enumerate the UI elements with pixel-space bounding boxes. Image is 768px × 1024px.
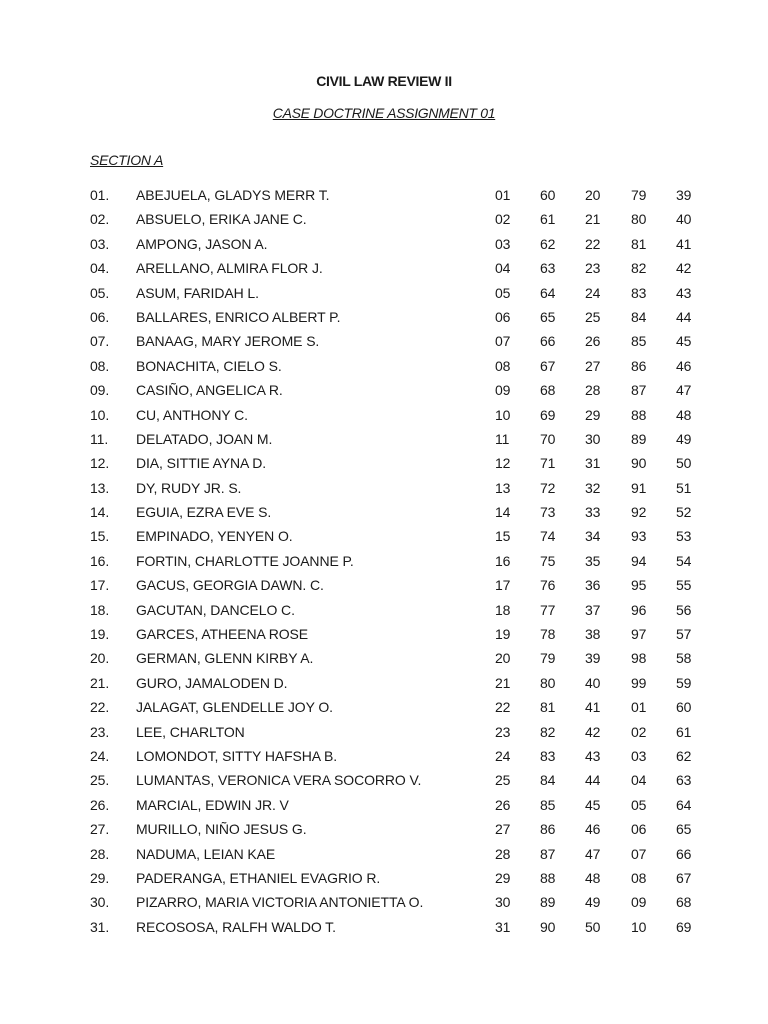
table-row <box>0 842 768 866</box>
case-number: 24 <box>495 747 511 764</box>
row-number: 12. <box>90 455 110 472</box>
case-number: 23 <box>585 260 601 277</box>
case-number: 10 <box>495 406 511 423</box>
row-number: 27. <box>90 821 110 838</box>
student-name: EGUIA, EZRA EVE S. <box>136 504 272 521</box>
case-number: 50 <box>585 918 601 935</box>
case-number: 85 <box>540 796 556 813</box>
row-number: 19. <box>90 626 110 643</box>
student-name: CU, ANTHONY C. <box>136 406 248 423</box>
case-number: 93 <box>631 528 647 545</box>
table-row <box>0 232 768 256</box>
student-name: MURILLO, NIÑO JESUS G. <box>136 821 307 838</box>
case-number: 06 <box>631 821 647 838</box>
student-name: BALLARES, ENRICO ALBERT P. <box>136 308 341 325</box>
row-number: 21. <box>90 674 110 691</box>
table-row <box>0 598 768 622</box>
case-number: 18 <box>495 601 511 618</box>
case-number: 66 <box>540 333 556 350</box>
table-row <box>0 890 768 914</box>
case-number: 12 <box>495 455 511 472</box>
case-number: 36 <box>585 577 601 594</box>
row-number: 02. <box>90 211 110 228</box>
case-number: 89 <box>540 894 556 911</box>
table-row <box>0 207 768 231</box>
student-name: CASIÑO, ANGELICA R. <box>136 382 283 399</box>
row-number: 09. <box>90 382 110 399</box>
case-number: 59 <box>676 674 692 691</box>
row-number: 06. <box>90 308 110 325</box>
case-number: 61 <box>676 723 692 740</box>
row-number: 22. <box>90 699 110 716</box>
case-number: 48 <box>676 406 692 423</box>
case-number: 69 <box>540 406 556 423</box>
case-number: 29 <box>495 869 511 886</box>
row-number: 25. <box>90 772 110 789</box>
table-row <box>0 427 768 451</box>
row-number: 11. <box>90 430 109 447</box>
case-number: 09 <box>631 894 647 911</box>
student-name: DELATADO, JOAN M. <box>136 430 273 447</box>
case-number: 30 <box>495 894 511 911</box>
case-number: 91 <box>631 479 647 496</box>
row-number: 28. <box>90 845 110 862</box>
case-number: 56 <box>676 601 692 618</box>
case-number: 46 <box>585 821 601 838</box>
case-number: 53 <box>676 528 692 545</box>
case-number: 62 <box>676 747 692 764</box>
case-number: 80 <box>631 211 647 228</box>
case-number: 85 <box>631 333 647 350</box>
case-number: 07 <box>631 845 647 862</box>
case-number: 07 <box>495 333 511 350</box>
case-number: 74 <box>540 528 556 545</box>
case-number: 40 <box>585 674 601 691</box>
case-number: 22 <box>495 699 511 716</box>
case-number: 29 <box>585 406 601 423</box>
case-number: 08 <box>495 357 511 374</box>
case-number: 67 <box>676 869 692 886</box>
case-number: 83 <box>631 284 647 301</box>
case-number: 34 <box>585 528 601 545</box>
row-number: 18. <box>90 601 110 618</box>
case-number: 75 <box>540 552 556 569</box>
case-number: 49 <box>585 894 601 911</box>
case-number: 68 <box>540 382 556 399</box>
row-number: 17. <box>90 577 110 594</box>
case-number: 35 <box>585 552 601 569</box>
case-number: 90 <box>631 455 647 472</box>
student-roster <box>0 183 768 939</box>
case-number: 80 <box>540 674 556 691</box>
case-number: 79 <box>540 650 556 667</box>
case-number: 04 <box>631 772 647 789</box>
case-number: 64 <box>676 796 692 813</box>
table-row <box>0 403 768 427</box>
case-number: 25 <box>585 308 601 325</box>
case-number: 95 <box>631 577 647 594</box>
case-number: 33 <box>585 504 601 521</box>
case-number: 54 <box>676 552 692 569</box>
row-number: 05. <box>90 284 110 301</box>
case-number: 20 <box>585 187 601 203</box>
case-number: 90 <box>540 918 556 935</box>
row-number: 16. <box>90 552 110 569</box>
case-number: 62 <box>540 235 556 252</box>
case-number: 43 <box>676 284 692 301</box>
case-number: 55 <box>676 577 692 594</box>
student-name: JALAGAT, GLENDELLE JOY O. <box>136 699 333 716</box>
case-number: 66 <box>676 845 692 862</box>
case-number: 02 <box>495 211 511 228</box>
table-row <box>0 720 768 744</box>
case-number: 65 <box>540 308 556 325</box>
table-row <box>0 451 768 475</box>
case-number: 13 <box>495 479 511 496</box>
case-number: 03 <box>631 747 647 764</box>
case-number: 42 <box>585 723 601 740</box>
case-number: 81 <box>631 235 647 252</box>
table-row <box>0 305 768 329</box>
case-number: 45 <box>676 333 692 350</box>
student-name: ARELLANO, ALMIRA FLOR J. <box>136 260 323 277</box>
student-name: PIZARRO, MARIA VICTORIA ANTONIETTA O. <box>136 894 424 911</box>
row-number: 23. <box>90 723 110 740</box>
table-row <box>0 476 768 500</box>
case-number: 99 <box>631 674 647 691</box>
table-row <box>0 915 768 939</box>
table-row <box>0 256 768 280</box>
case-number: 01 <box>495 187 511 203</box>
row-number: 30. <box>90 894 110 911</box>
case-number: 22 <box>585 235 601 252</box>
case-number: 57 <box>676 626 692 643</box>
case-number: 77 <box>540 601 556 618</box>
case-number: 39 <box>585 650 601 667</box>
case-number: 43 <box>585 747 601 764</box>
case-number: 26 <box>585 333 601 350</box>
table-row <box>0 744 768 768</box>
case-number: 41 <box>585 699 601 716</box>
student-name: BONACHITA, CIELO S. <box>136 357 282 374</box>
row-number: 08. <box>90 357 110 374</box>
case-number: 60 <box>676 699 692 716</box>
row-number: 10. <box>90 406 110 423</box>
case-number: 48 <box>585 869 601 886</box>
case-number: 88 <box>631 406 647 423</box>
student-name: GACUTAN, DANCELO C. <box>136 601 295 618</box>
table-row <box>0 549 768 573</box>
case-number: 87 <box>631 382 647 399</box>
student-name: MARCIAL, EDWIN JR. V <box>136 796 289 813</box>
case-number: 40 <box>676 211 692 228</box>
case-number: 69 <box>676 918 692 935</box>
case-number: 41 <box>676 235 692 252</box>
case-number: 27 <box>495 821 511 838</box>
row-number: 31. <box>90 918 110 935</box>
table-row <box>0 817 768 841</box>
case-number: 68 <box>676 894 692 911</box>
table-row <box>0 378 768 402</box>
case-number: 64 <box>540 284 556 301</box>
table-row <box>0 622 768 646</box>
case-number: 46 <box>676 357 692 374</box>
case-number: 26 <box>495 796 511 813</box>
case-number: 31 <box>585 455 601 472</box>
case-number: 09 <box>495 382 511 399</box>
case-number: 86 <box>540 821 556 838</box>
student-name: FORTIN, CHARLOTTE JOANNE P. <box>136 552 354 569</box>
row-number: 26. <box>90 796 110 813</box>
case-number: 73 <box>540 504 556 521</box>
case-number: 98 <box>631 650 647 667</box>
student-name: RECOSOSA, RALFH WALDO T. <box>136 918 336 935</box>
case-number: 67 <box>540 357 556 374</box>
case-number: 08 <box>631 869 647 886</box>
student-name: LEE, CHARLTON <box>136 723 245 740</box>
case-number: 38 <box>585 626 601 643</box>
case-number: 78 <box>540 626 556 643</box>
table-row <box>0 354 768 378</box>
case-number: 84 <box>631 308 647 325</box>
case-number: 72 <box>540 479 556 496</box>
student-name: GERMAN, GLENN KIRBY A. <box>136 650 314 667</box>
case-number: 88 <box>540 869 556 886</box>
case-number: 10 <box>631 918 647 935</box>
table-row <box>0 500 768 524</box>
case-number: 71 <box>540 455 556 472</box>
case-number: 47 <box>676 382 692 399</box>
case-number: 16 <box>495 552 511 569</box>
case-number: 23 <box>495 723 511 740</box>
case-number: 79 <box>631 187 647 203</box>
case-number: 49 <box>676 430 692 447</box>
row-number: 04. <box>90 260 110 277</box>
case-number: 83 <box>540 747 556 764</box>
row-number: 01. <box>90 187 110 203</box>
student-name: AMPONG, JASON A. <box>136 235 268 252</box>
case-number: 28 <box>495 845 511 862</box>
case-number: 14 <box>495 504 511 521</box>
student-name: PADERANGA, ETHANIEL EVAGRIO R. <box>136 869 381 886</box>
case-number: 89 <box>631 430 647 447</box>
table-row <box>0 646 768 670</box>
row-number: 03. <box>90 235 110 252</box>
student-name: BANAAG, MARY JEROME S. <box>136 333 320 350</box>
case-number: 76 <box>540 577 556 594</box>
case-number: 81 <box>540 699 556 716</box>
case-number: 11 <box>495 430 510 447</box>
table-row <box>0 183 768 207</box>
document-title: CIVIL LAW REVIEW II <box>316 73 452 89</box>
student-name: NADUMA, LEIAN KAE <box>136 845 276 862</box>
case-number: 86 <box>631 357 647 374</box>
student-name: GURO, JAMALODEN D. <box>136 674 288 691</box>
case-number: 63 <box>676 772 692 789</box>
student-name: ASUM, FARIDAH L. <box>136 284 259 301</box>
student-name: ABEJUELA, GLADYS MERR T. <box>136 187 330 203</box>
row-number: 29. <box>90 869 110 886</box>
case-number: 01 <box>631 699 647 716</box>
case-number: 47 <box>585 845 601 862</box>
case-number: 82 <box>631 260 647 277</box>
case-number: 17 <box>495 577 511 594</box>
student-name: EMPINADO, YENYEN O. <box>136 528 293 545</box>
case-number: 05 <box>631 796 647 813</box>
case-number: 51 <box>676 479 692 496</box>
table-row <box>0 793 768 817</box>
case-number: 87 <box>540 845 556 862</box>
case-number: 97 <box>631 626 647 643</box>
case-number: 15 <box>495 528 511 545</box>
case-number: 06 <box>495 308 511 325</box>
case-number: 02 <box>631 723 647 740</box>
case-number: 28 <box>585 382 601 399</box>
case-number: 61 <box>540 211 556 228</box>
row-number: 15. <box>90 528 110 545</box>
case-number: 21 <box>585 211 601 228</box>
case-number: 65 <box>676 821 692 838</box>
case-number: 03 <box>495 235 511 252</box>
case-number: 92 <box>631 504 647 521</box>
case-number: 63 <box>540 260 556 277</box>
case-number: 05 <box>495 284 511 301</box>
case-number: 21 <box>495 674 511 691</box>
table-row <box>0 573 768 597</box>
row-number: 14. <box>90 504 110 521</box>
row-number: 13. <box>90 479 110 496</box>
table-row <box>0 695 768 719</box>
case-number: 45 <box>585 796 601 813</box>
case-number: 24 <box>585 284 601 301</box>
case-number: 32 <box>585 479 601 496</box>
case-number: 25 <box>495 772 511 789</box>
case-number: 20 <box>495 650 511 667</box>
case-number: 84 <box>540 772 556 789</box>
case-number: 96 <box>631 601 647 618</box>
case-number: 37 <box>585 601 601 618</box>
case-number: 31 <box>495 918 511 935</box>
student-name: DY, RUDY JR. S. <box>136 479 242 496</box>
case-number: 19 <box>495 626 511 643</box>
case-number: 82 <box>540 723 556 740</box>
case-number: 27 <box>585 357 601 374</box>
case-number: 44 <box>676 308 692 325</box>
case-number: 94 <box>631 552 647 569</box>
case-number: 30 <box>585 430 601 447</box>
case-number: 39 <box>676 187 692 203</box>
case-number: 04 <box>495 260 511 277</box>
case-number: 60 <box>540 187 556 203</box>
table-row <box>0 524 768 548</box>
row-number: 24. <box>90 747 110 764</box>
table-row <box>0 281 768 305</box>
document-subtitle: CASE DOCTRINE ASSIGNMENT 01 <box>272 105 496 121</box>
student-name: GARCES, ATHEENA ROSE <box>136 626 309 643</box>
case-number: 52 <box>676 504 692 521</box>
student-name: DIA, SITTIE AYNA D. <box>136 455 267 472</box>
row-number: 20. <box>90 650 110 667</box>
table-row <box>0 329 768 353</box>
case-number: 42 <box>676 260 692 277</box>
table-row <box>0 768 768 792</box>
row-number: 07. <box>90 333 110 350</box>
student-name: ABSUELO, ERIKA JANE C. <box>136 211 307 228</box>
case-number: 44 <box>585 772 601 789</box>
student-name: GACUS, GEORGIA DAWN. C. <box>136 577 324 594</box>
student-name: LUMANTAS, VERONICA VERA SOCORRO V. <box>136 772 422 789</box>
student-name: LOMONDOT, SITTY HAFSHA B. <box>136 747 338 764</box>
section-heading: SECTION A <box>90 152 164 168</box>
table-row <box>0 671 768 695</box>
case-number: 58 <box>676 650 692 667</box>
case-number: 70 <box>540 430 556 447</box>
case-number: 50 <box>676 455 692 472</box>
table-row <box>0 866 768 890</box>
